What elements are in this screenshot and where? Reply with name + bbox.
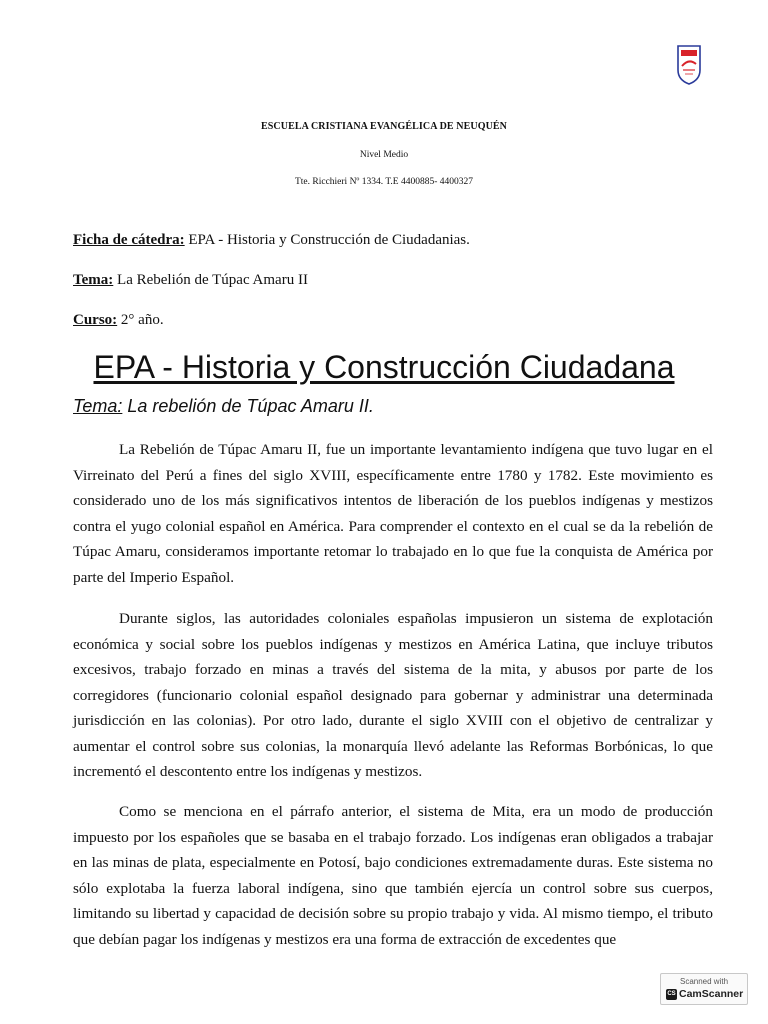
paragraph-1: La Rebelión de Túpac Amaru II, fue un importante levantamiento indígena que tuvo lugar en el Virreinato del Perú a fines del siglo XVIII, específicamente entre 1780 y 1782. Este movimiento es considerado uno de los más significativos intentos de liberación de los pueblos indígenas y mestizos contra el yugo colonial español en América. Para comprender el contexto en el cual se da la rebelión de Túpac Amaru, consideramos importante retomar lo trabajado en lo que fue la conquista de América por parte del Imperio Español. bbox=[73, 441, 713, 586]
camscanner-logo-icon: CS bbox=[666, 989, 677, 1000]
badge-scanned-with: Scanned with bbox=[679, 977, 729, 986]
school-level: Nivel Medio bbox=[359, 150, 409, 160]
ficha-value: EPA - Historia y Construcción de Ciudadanias. bbox=[184, 232, 470, 248]
camscanner-badge bbox=[660, 973, 748, 1005]
curso-label: Curso: bbox=[73, 312, 118, 328]
topic-label: Tema: bbox=[73, 396, 123, 416]
school-name: ESCUELA CRISTIANA EVANGÉLICA DE NEUQUÉN bbox=[261, 121, 507, 132]
curso-value: 2° año. bbox=[117, 312, 164, 328]
tema-label: Tema: bbox=[73, 272, 114, 288]
topic-heading bbox=[73, 396, 374, 417]
paragraph-2: Durante siglos, las autoridades coloniales españolas impusieron un sistema de explotación económica y social sobre los pueblos indígenas y mestizos en América Latina, que incluye tributos excesivos, trabajo forzado en minas a través del sistema de la mita, y abusos por parte de los corregidores (funcionario colonial español designado para gobernar y administrar una determinada jurisdicción en las colonias). Por otro lado, durante el siglo XVIII con el objetivo de centralizar y aumentar el control sobre sus colonias, la monarquía llevó adelante las Reformas Borbónicas, lo que incrementó el descontento entre los indígenas y mestizos. bbox=[73, 610, 713, 780]
ficha-label: Ficha de cátedra: bbox=[73, 232, 185, 248]
tema-line bbox=[73, 272, 308, 289]
school-crest-icon bbox=[676, 44, 702, 86]
curso-line bbox=[73, 312, 164, 329]
school-address: Tte. Ricchieri Nº 1334. T.E 4400885- 4400327 bbox=[294, 177, 474, 187]
page-title: EPA - Historia y Construcción Ciudadana bbox=[93, 349, 675, 385]
paragraph-3: Como se menciona en el párrafo anterior, el sistema de Mita, era un modo de producción impuesto por los españoles que se basaba en el trabajo forzado. Los indígenas eran obligados a trabajar en las minas de plata, especialmente en Potosí, bajo condiciones extremadamente duras. Este sistema no sólo explotaba la fuerza laboral indígena, sino que también ejercía un control sobre sus cuerpos, limitando su libertad y capacidad de decisión sobre su propio trabajo y vida. Al mismo tiempo, el tributo que debían pagar los indígenas y mestizos era una forma de extracción de excedentes que bbox=[73, 803, 713, 948]
ficha-line bbox=[73, 232, 470, 249]
tema-value: La Rebelión de Túpac Amaru II bbox=[113, 272, 308, 288]
topic-value: La rebelión de Túpac Amaru II. bbox=[122, 396, 374, 416]
badge-camscanner: CamScanner bbox=[679, 988, 744, 1000]
